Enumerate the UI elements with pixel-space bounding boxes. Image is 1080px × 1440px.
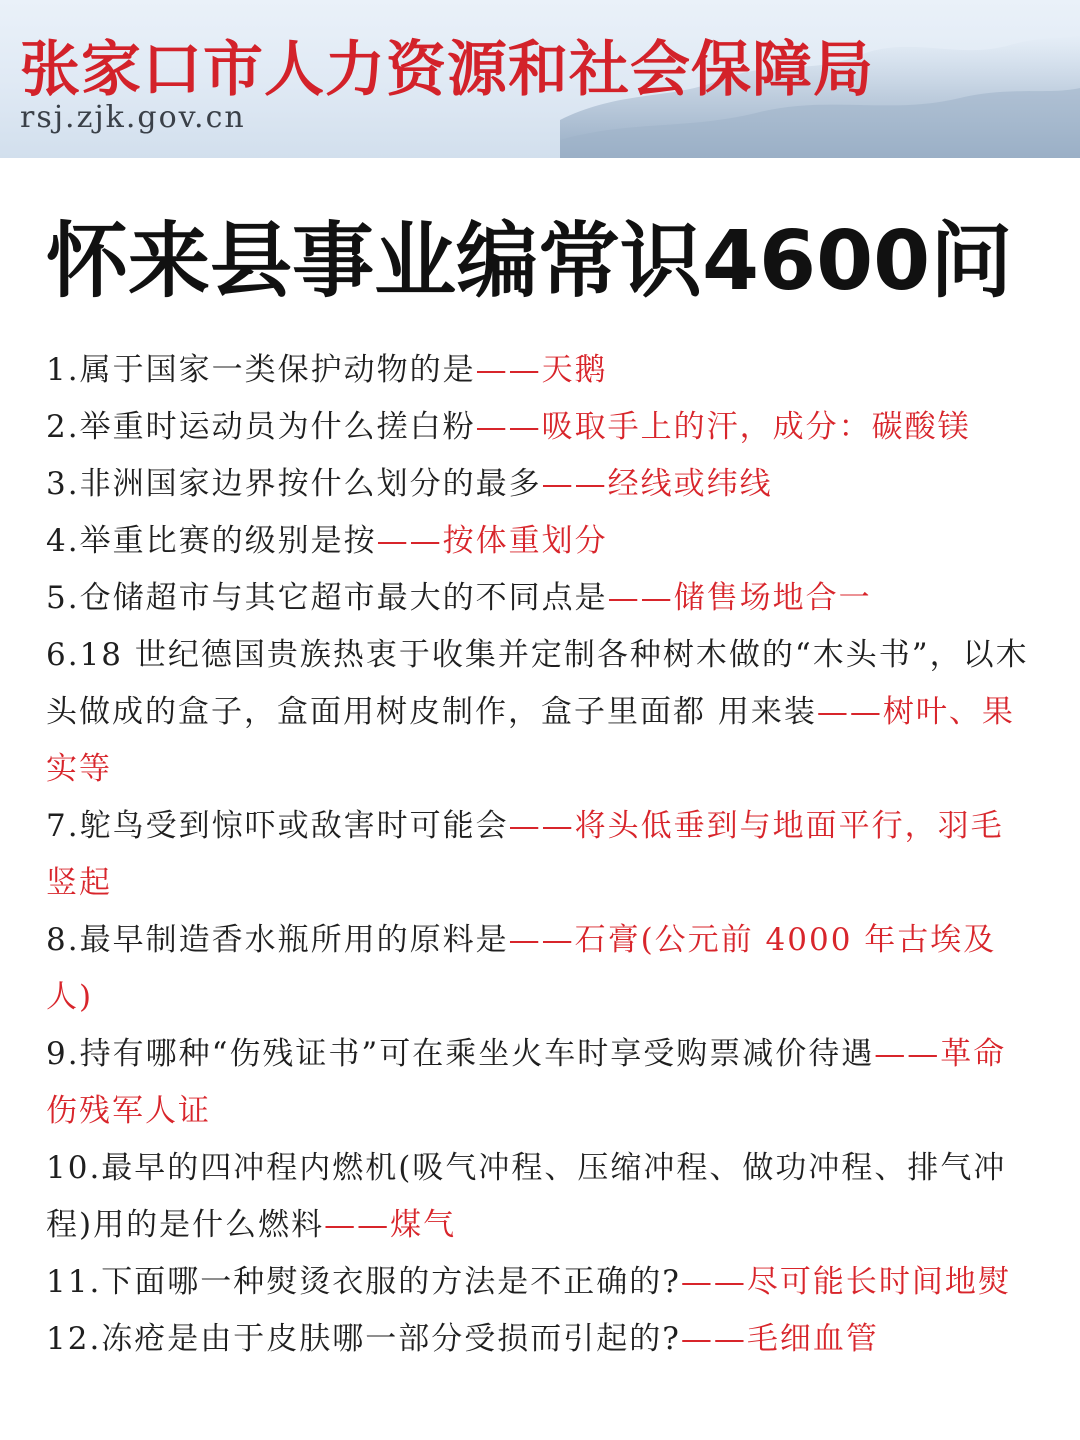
question-text: 3.非洲国家边界按什么划分的最多: [46, 466, 542, 502]
answer-separator: ——: [376, 523, 443, 559]
question-text: 9.持有哪种“伤残证书”可在乘坐火车时享受购票减价待遇: [46, 1036, 875, 1072]
question-text: 1.属于国家一类保护动物的是: [46, 352, 476, 388]
question-item: [46, 1026, 1036, 1140]
answer-separator: ——: [607, 580, 674, 616]
answer-separator: ——: [324, 1207, 391, 1243]
answer-text: 天鹅: [541, 352, 608, 388]
answer-separator: ——: [680, 1321, 747, 1357]
answer-separator: ——: [475, 352, 542, 388]
question-item: [46, 342, 1036, 399]
question-text: 6.18 世纪德国贵族热衷于收集并定制各种树木做的“木头书”，以木头做成的盒子，盒面用树皮制作，盒子里面都 用来装: [46, 637, 1029, 730]
question-item: [46, 513, 1036, 570]
question-item: [46, 912, 1036, 1026]
question-item: [46, 1311, 1036, 1368]
question-text: 4.举重比赛的级别是按: [46, 523, 377, 559]
question-item: [46, 456, 1036, 513]
question-text: 8.最早制造香水瓶所用的原料是: [46, 922, 509, 958]
answer-text: 革命伤残军人证: [46, 1036, 1007, 1129]
answer-text: 尽可能长时间地熨: [746, 1264, 1011, 1300]
answer-separator: ——: [475, 409, 542, 445]
answer-text: 树叶、果实等: [46, 694, 1015, 787]
answer-separator: ——: [541, 466, 608, 502]
question-text: 7.鸵鸟受到惊吓或敌害时可能会: [46, 808, 509, 844]
answer-text: 储售场地合一: [673, 580, 872, 616]
question-text: 5.仓储超市与其它超市最大的不同点是: [46, 580, 608, 616]
answer-text: 将头低垂到与地面平行，羽毛竖起: [46, 808, 1004, 901]
organization-name: 张家口市人力资源和社会保障局: [20, 35, 874, 105]
answer-text: 毛细血管: [746, 1321, 879, 1357]
question-text: 11.下面哪一种熨烫衣服的方法是不正确的?: [46, 1264, 681, 1300]
question-text: 10.最早的四冲程内燃机(吸气冲程、压缩冲程、做功冲程、排气冲程)用的是什么燃料: [46, 1150, 1007, 1243]
question-item: [46, 627, 1036, 798]
page-title: 怀来县事业编常识4600问: [46, 214, 1013, 309]
answer-separator: ——: [680, 1264, 747, 1300]
answer-text: 按体重划分: [442, 523, 608, 559]
answer-separator: ——: [508, 922, 575, 958]
answer-text: 石膏(公元前 4000 年古埃及人): [46, 922, 997, 1015]
question-item: [46, 1254, 1036, 1311]
answer-text: 经线或纬线: [607, 466, 773, 502]
question-text: 12.冻疮是由于皮肤哪一部分受损而引起的?: [46, 1321, 681, 1357]
answer-text: 吸取手上的汗，成分：碳酸镁: [541, 409, 971, 445]
question-text: 2.举重时运动员为什么搓白粉: [46, 409, 476, 445]
answer-separator: ——: [508, 808, 575, 844]
question-list: [46, 342, 1036, 1368]
question-item: [46, 399, 1036, 456]
answer-text: 煤气: [390, 1207, 457, 1243]
question-item: [46, 1140, 1036, 1254]
site-url: rsj.zjk.gov.cn: [20, 100, 246, 135]
question-item: [46, 798, 1036, 912]
answer-separator: ——: [874, 1036, 941, 1072]
answer-separator: ——: [816, 694, 883, 730]
question-item: [46, 570, 1036, 627]
site-header-banner: [0, 0, 1080, 158]
